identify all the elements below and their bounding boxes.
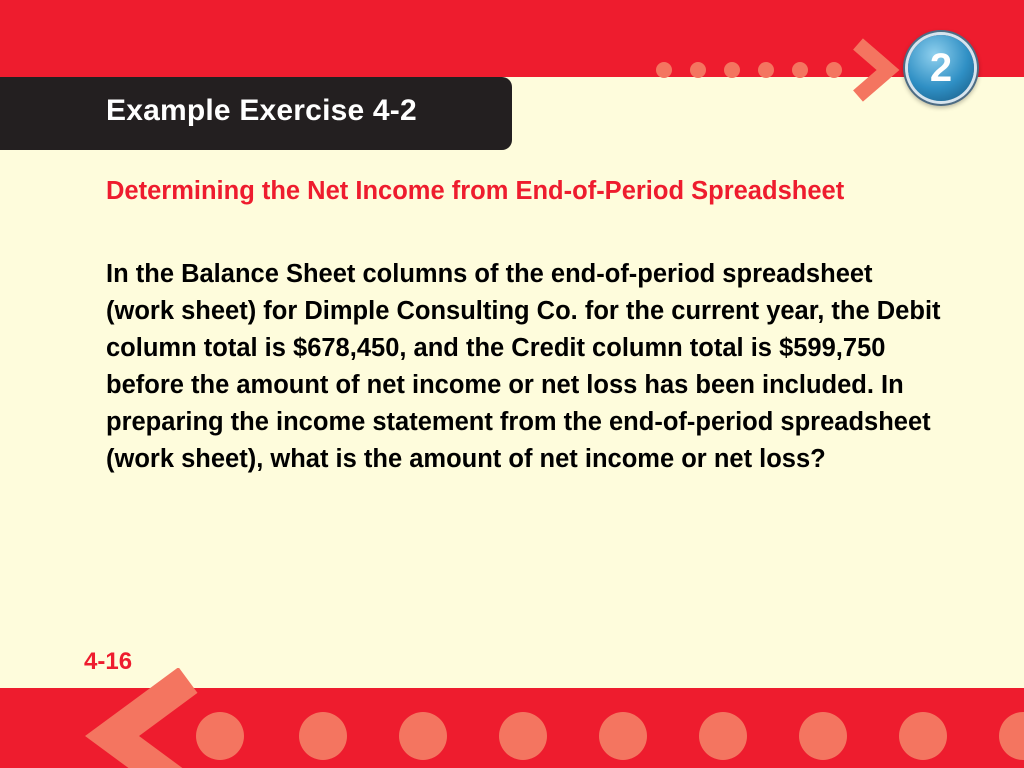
dotted-arrow-left-icon xyxy=(80,668,1024,768)
slide-title: Example Exercise 4-2 xyxy=(106,94,417,127)
page-number: 4-16 xyxy=(84,648,133,675)
learning-objective-badge xyxy=(908,35,974,101)
exercise-question: In the Balance Sheet columns of the end-of-period spreadsheet (work sheet) for Dimple Consulting Co. for the current year, the Debit column total is $678,450, and the Credit column total is $599,750 before the amount of net income or net loss has been included. In preparing the income statement from the end-of-period spreadsheet (work sheet), what is the amount of net income or net loss? xyxy=(106,260,941,473)
dotted-arrow-right-icon xyxy=(640,35,900,105)
exercise-subtitle: Determining the Net Income from End-of-Period Spreadsheet xyxy=(106,177,845,205)
badge-number: 2 xyxy=(929,46,953,90)
